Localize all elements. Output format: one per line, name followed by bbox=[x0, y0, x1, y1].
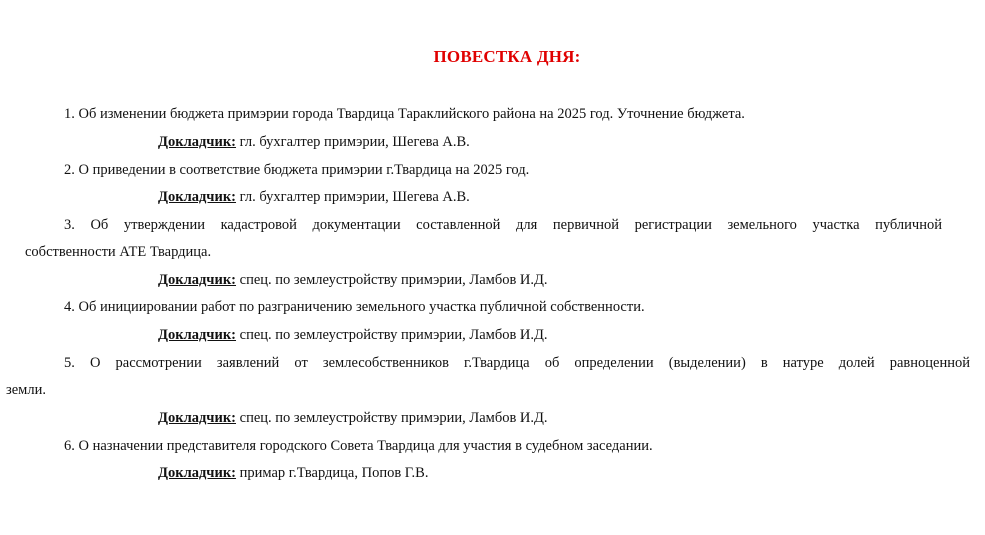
speaker-label: Докладчик: bbox=[158, 465, 237, 481]
speaker-label: Докладчик: bbox=[158, 410, 237, 426]
agenda-item-5-continued: земли. bbox=[6, 382, 46, 398]
agenda-item-2: 2. О приведении в соответствие бюджета примэрии г.Твардица на 2025 год. bbox=[64, 162, 530, 178]
agenda-item-3: 3. Об утверждении кадастровой документации составленной для первичной регистрации земельного участка публичной bbox=[64, 217, 942, 233]
speaker-name: гл. бухгалтер примэрии, Шегева А.В. bbox=[236, 134, 470, 150]
page-title: ПОВЕСТКА ДНЯ: bbox=[433, 47, 581, 66]
agenda-item-4: 4. Об инициировании работ по разграничению земельного участка публичной собственности. bbox=[64, 299, 645, 315]
agenda-item-3-continued: собственности АТЕ Твардица. bbox=[25, 244, 212, 260]
speaker-label: Докладчик: bbox=[158, 134, 237, 150]
speaker-line-4 bbox=[158, 325, 548, 345]
speaker-line-6 bbox=[158, 463, 428, 483]
speaker-name: примар г.Твардица, Попов Г.В. bbox=[236, 465, 429, 481]
agenda-item-5: 5. О рассмотрении заявлений от землесобственников г.Твардица об определении (выделении) в натуре долей равноценной bbox=[64, 355, 970, 371]
speaker-name: спец. по землеустройству примэрии, Ламбов И.Д. bbox=[236, 327, 548, 343]
speaker-line-2 bbox=[158, 187, 470, 207]
speaker-line-5 bbox=[158, 408, 548, 428]
speaker-label: Докладчик: bbox=[158, 189, 237, 205]
speaker-line-1 bbox=[158, 132, 470, 152]
speaker-line-3 bbox=[158, 270, 548, 290]
speaker-label: Докладчик: bbox=[158, 272, 237, 288]
speaker-label: Докладчик: bbox=[158, 327, 237, 343]
speaker-name: гл. бухгалтер примэрии, Шегева А.В. bbox=[236, 189, 470, 205]
agenda-item-6: 6. О назначении представителя городского Совета Твардица для участия в судебном заседании. bbox=[64, 438, 653, 454]
agenda-item-1: 1. Об изменении бюджета примэрии города Твардица Тараклийского района на 2025 год. Уточнение бюджета. bbox=[64, 106, 745, 122]
speaker-name: спец. по землеустройству примэрии, Ламбов И.Д. bbox=[236, 272, 548, 288]
speaker-name: спец. по землеустройству примэрии, Ламбов И.Д. bbox=[236, 410, 548, 426]
